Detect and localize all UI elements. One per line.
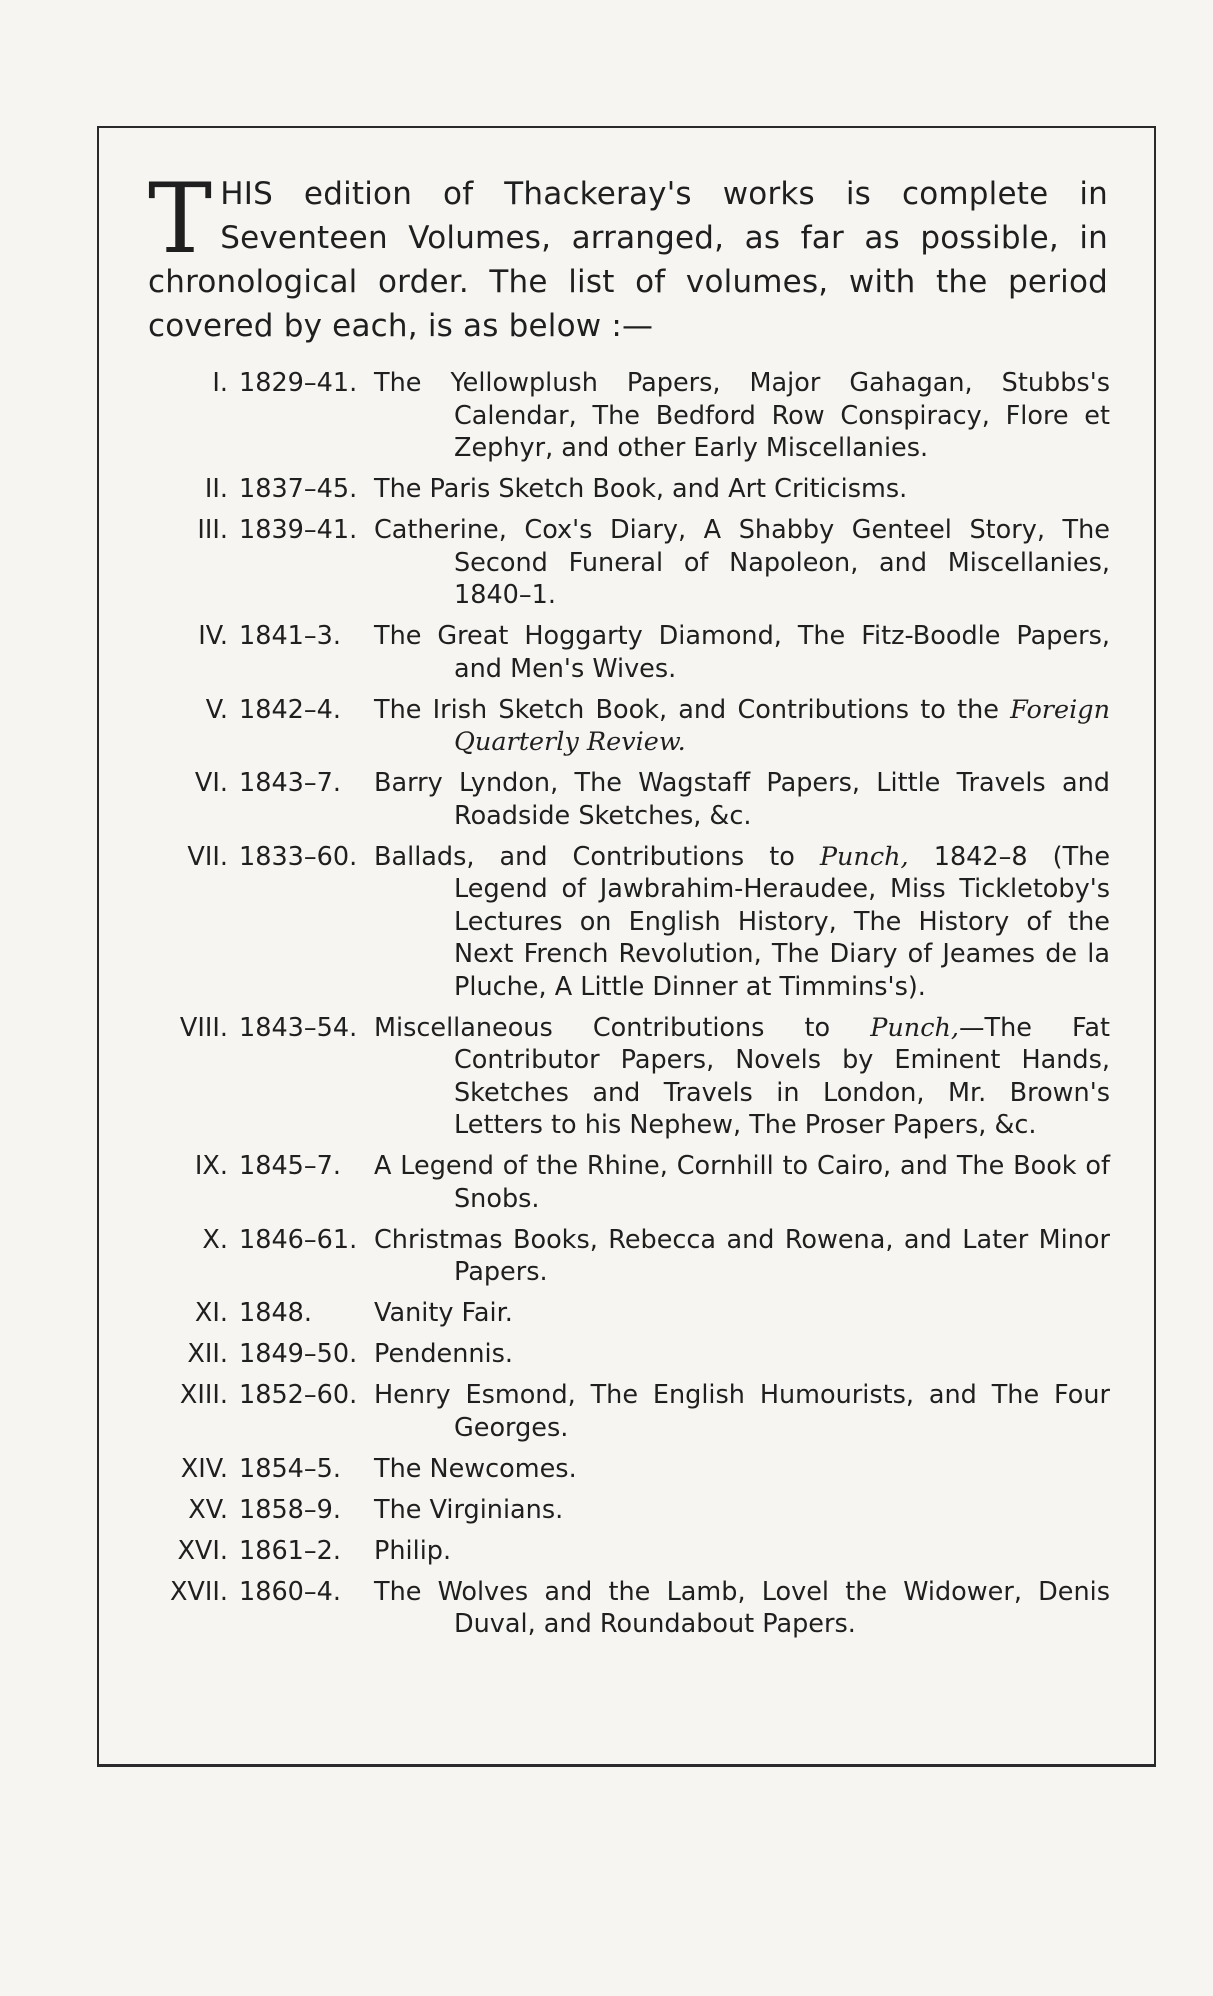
volume-title: Philip. (374, 1535, 452, 1566)
volume-title: The Virginians. (374, 1494, 564, 1525)
volume-years: 1841–3. (239, 621, 341, 651)
volume-years: 1843–7. (239, 768, 341, 798)
list-item (100, 1012, 1110, 1142)
volume-title-italic: Punch, (870, 1012, 960, 1043)
volume-number: X. (202, 1224, 228, 1255)
list-item (100, 514, 1110, 612)
list-item (100, 1494, 1110, 1527)
volume-number: XVII. (169, 1576, 228, 1607)
volume-title: The Paris Sketch Book, and Art Criticisms. (374, 474, 908, 504)
volume-years: 1837–45. (239, 474, 358, 504)
volume-number: VIII. (179, 1012, 228, 1043)
volume-number: XVI. (177, 1535, 228, 1566)
volume-title-pre: Ballads, and Contributions to (374, 841, 795, 872)
list-item (100, 1150, 1110, 1215)
volume-title: Christmas Books, Rebecca and Rowena, and Later Minor Papers. (374, 1224, 1110, 1287)
volume-title: Henry Esmond, The English Humourists, and The Four Georges. (374, 1380, 1110, 1443)
volume-years: 1846–61. (239, 1224, 358, 1255)
volume-title: The Great Hoggarty Diamond, The Fitz-Boodle Papers, and Men's Wives. (374, 621, 1110, 684)
volume-years: 1829–41. (239, 368, 358, 398)
volume-title-pre: Miscellaneous Contributions to (374, 1012, 831, 1043)
list-item (100, 1453, 1110, 1486)
list-item (100, 473, 1110, 506)
volume-title: Pendennis. (374, 1339, 513, 1369)
volume-title-italic: Punch, (819, 841, 909, 872)
volume-title (374, 694, 1110, 759)
volume-number: IV. (198, 621, 228, 651)
volume-number: XII. (187, 1339, 228, 1369)
volume-title (374, 841, 1110, 1004)
volume-years: 1842–4. (239, 694, 341, 725)
volume-years: 1858–9. (239, 1494, 341, 1525)
list-item (100, 367, 1110, 465)
volume-number: XIII. (179, 1380, 228, 1410)
volume-number: VII. (187, 841, 228, 872)
volume-number: III. (197, 515, 228, 545)
drop-cap: T (148, 163, 213, 275)
volume-years: 1854–5. (239, 1453, 341, 1484)
volume-years: 1845–7. (239, 1151, 341, 1181)
volume-title (374, 1012, 1110, 1142)
volume-number: IX. (194, 1151, 228, 1181)
volume-title: The Newcomes. (374, 1453, 577, 1484)
volume-years: 1849–50. (239, 1339, 358, 1369)
volume-years: 1852–60. (239, 1380, 358, 1410)
list-item (100, 767, 1110, 832)
volume-years: 1833–60. (239, 841, 358, 872)
volume-years: 1860–4. (239, 1576, 341, 1607)
volume-number: XV. (188, 1494, 228, 1525)
volume-number: XIV. (180, 1453, 228, 1484)
volume-title-text: —The Fat Contributor Papers, Novels by Eminent Hands, Sketches and Travels in London, Mr. Brown's Letters to his Nephew, The Proser Papers, &c. (454, 1012, 1110, 1140)
volume-years: 1839–41. (239, 515, 358, 545)
volume-title: The Yellowplush Papers, Major Gahagan, Stubbs's Calendar, The Bedford Row Conspiracy, Flore et Zephyr, and other Early Miscellanies. (374, 368, 1110, 463)
volume-title-text: The Irish Sketch Book, and Contributions to the (374, 694, 999, 725)
list-item (100, 841, 1110, 1004)
volume-title: Catherine, Cox's Diary, A Shabby Genteel Story, The Second Funeral of Napoleon, and Miscellanies, 1840–1. (374, 515, 1110, 610)
volume-title-text: 1842–8 (The Legend of Jawbrahim-Heraudee, Miss Tickletoby's Lectures on English History, The History of the Next French Revolution, The Diary of Jeames de la Pluche, A Little Dinner at Timmins's). (454, 841, 1111, 1002)
volume-years: 1861–2. (239, 1535, 341, 1566)
volume-title-italic: Foreign Quarterly Review. (454, 694, 1110, 757)
volume-number: V. (205, 694, 228, 725)
volume-number: XI. (194, 1298, 228, 1328)
volume-title: Barry Lyndon, The Wagstaff Papers, Little Travels and Roadside Sketches, &c. (374, 768, 1110, 831)
volume-years: 1843–54. (239, 1012, 358, 1043)
volume-years: 1848. (239, 1298, 313, 1328)
intro-text: HIS edition of Thackeray's works is complete in Seventeen Volumes, arranged, as far as possible, in chronological order. The list of volumes, with the period covered by each, is as below :— (148, 176, 1108, 344)
volume-title: Vanity Fair. (374, 1298, 513, 1328)
list-item (100, 620, 1110, 685)
list-item (100, 694, 1110, 759)
list-item (100, 1379, 1110, 1444)
volume-list (100, 367, 1110, 1649)
volume-title: A Legend of the Rhine, Cornhill to Cairo, and The Book of Snobs. (374, 1151, 1110, 1214)
volume-number: I. (212, 368, 228, 398)
volume-number: VI. (194, 768, 228, 798)
list-item (100, 1576, 1110, 1641)
volume-number: II. (204, 474, 228, 504)
intro-paragraph (148, 163, 1108, 348)
volume-title: The Wolves and the Lamb, Lovel the Widower, Denis Duval, and Roundabout Papers. (374, 1576, 1110, 1639)
list-item (100, 1338, 1110, 1371)
list-item (100, 1224, 1110, 1289)
list-item (100, 1297, 1110, 1330)
list-item (100, 1535, 1110, 1568)
